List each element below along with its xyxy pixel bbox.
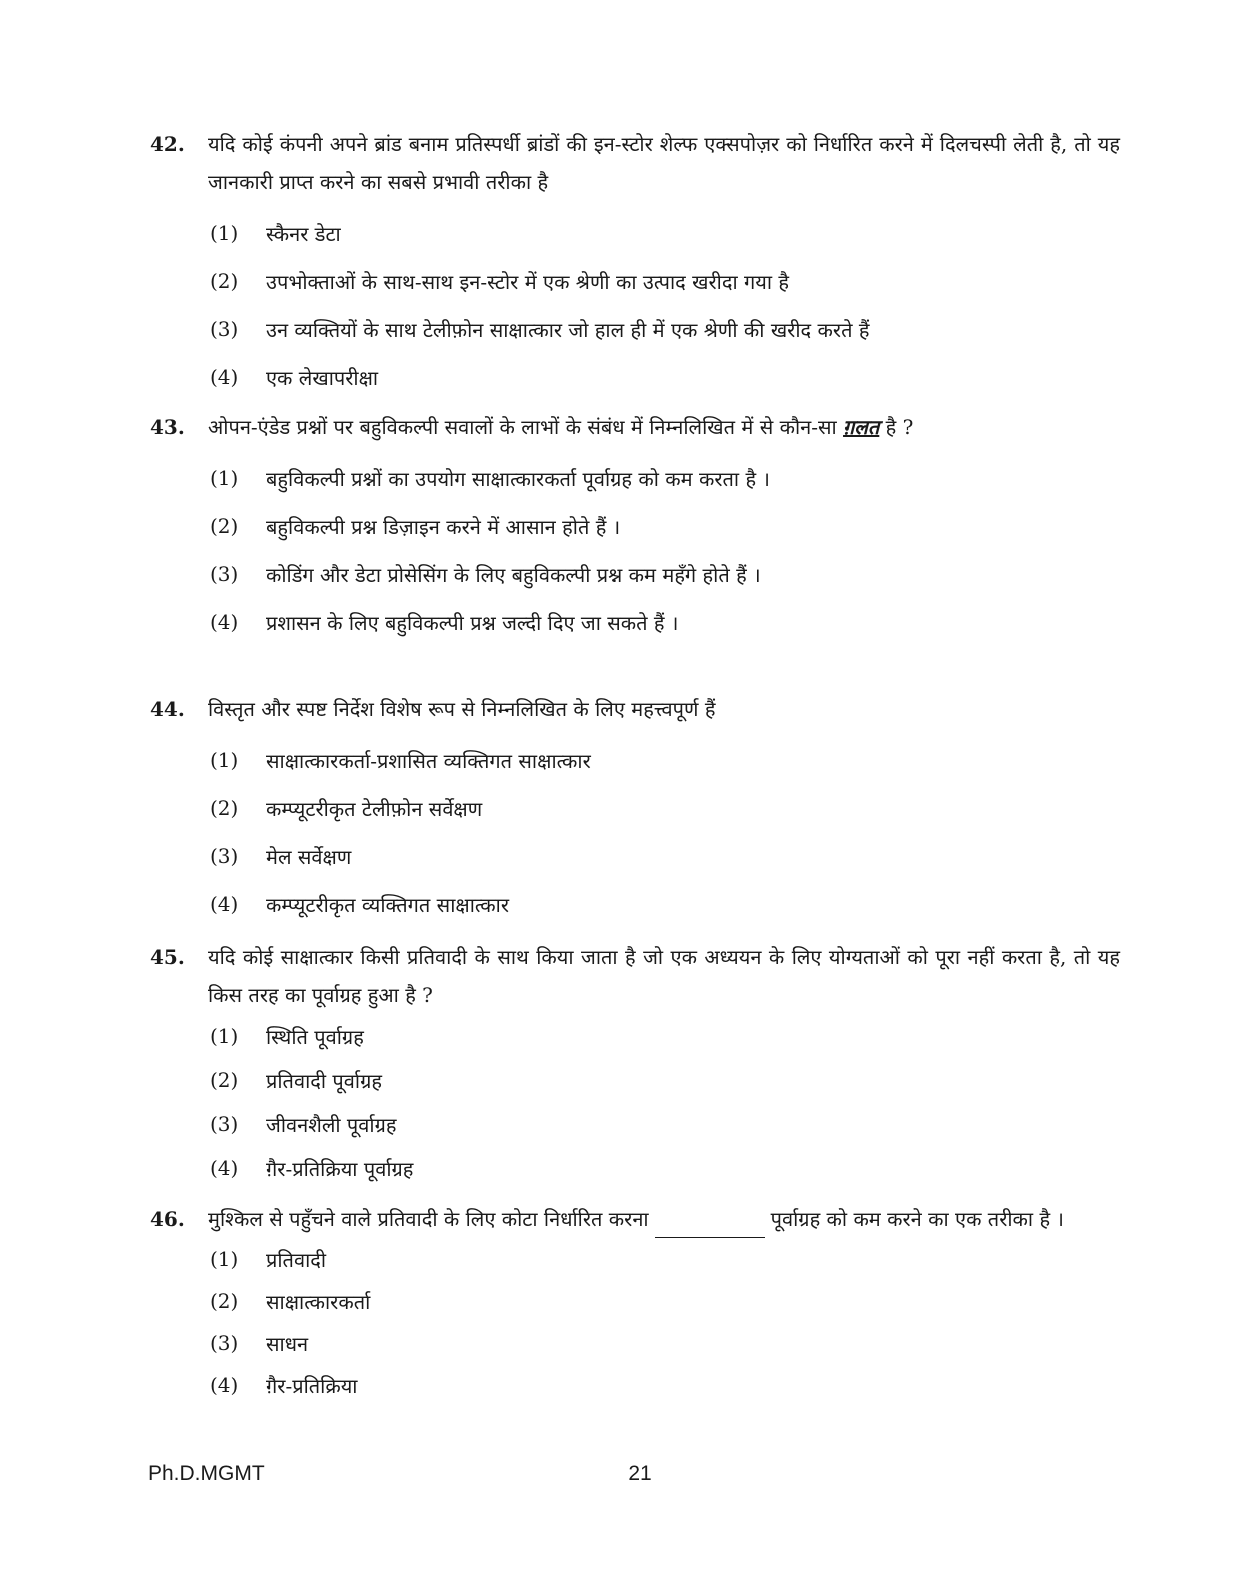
option-number: (1) bbox=[210, 221, 239, 245]
option-text: प्रतिवादी पूर्वाग्रह bbox=[266, 1068, 382, 1093]
option-list bbox=[150, 1238, 1120, 1406]
question-stem bbox=[150, 125, 1120, 201]
option[interactable] bbox=[150, 1238, 1120, 1280]
option-number: (2) bbox=[210, 1068, 239, 1092]
question-45 bbox=[150, 938, 1120, 1190]
option-number: (3) bbox=[210, 844, 239, 868]
question-42 bbox=[150, 125, 1120, 401]
answer-blank bbox=[655, 1215, 765, 1238]
option[interactable] bbox=[150, 1014, 1120, 1058]
question-stem bbox=[150, 1200, 1120, 1238]
option[interactable] bbox=[150, 598, 1120, 646]
question-number: 45. bbox=[150, 945, 185, 969]
option-number: (2) bbox=[210, 514, 239, 538]
option-number: (4) bbox=[210, 610, 239, 634]
question-text bbox=[208, 408, 1120, 446]
question-text: यदि कोई कंपनी अपने ब्रांड बनाम प्रतिस्पर्धी ब्रांडों की इन-स्टोर शेल्फ एक्सपोज़र को निर्धारित करने में दिलचस्पी लेती है, तो यह जानकारी प्राप्त करने का सबसे प्रभावी तरीका है bbox=[208, 132, 1120, 194]
question-text-part: पूर्वाग्रह को कम करने का एक तरीका है । bbox=[770, 1207, 1065, 1231]
option[interactable] bbox=[150, 1146, 1120, 1190]
option-list bbox=[150, 454, 1120, 646]
question-stem bbox=[150, 690, 1120, 728]
option[interactable] bbox=[150, 880, 1120, 928]
option-text: बहुविकल्पी प्रश्नों का उपयोग साक्षात्कारकर्ता पूर्वाग्रह को कम करता है । bbox=[266, 466, 771, 491]
page-number: 21 bbox=[628, 1462, 652, 1485]
option-number: (3) bbox=[210, 317, 239, 341]
option-text: स्कैनर डेटा bbox=[266, 221, 341, 246]
option-text: उन व्यक्तियों के साथ टेलीफ़ोन साक्षात्कार जो हाल ही में एक श्रेणी की खरीद करते हैं bbox=[266, 317, 870, 342]
option-text: साधन bbox=[266, 1331, 309, 1356]
question-stem bbox=[150, 408, 1120, 446]
question-stem bbox=[150, 938, 1120, 1014]
option-text: प्रशासन के लिए बहुविकल्पी प्रश्न जल्दी दिए जा सकते हैं । bbox=[266, 610, 679, 635]
option-number: (4) bbox=[210, 1373, 239, 1397]
option-text: जीवनशैली पूर्वाग्रह bbox=[266, 1112, 397, 1137]
option-text: मेल सर्वेक्षण bbox=[266, 844, 352, 869]
question-number: 44. bbox=[150, 697, 185, 721]
question-text: विस्तृत और स्पष्ट निर्देश विशेष रूप से निम्नलिखित के लिए महत्त्वपूर्ण हैं bbox=[208, 697, 716, 721]
option-list bbox=[150, 1014, 1120, 1190]
option[interactable] bbox=[150, 784, 1120, 832]
question-46 bbox=[150, 1200, 1120, 1406]
paper-code: Ph.D.MGMT bbox=[148, 1462, 265, 1485]
option[interactable] bbox=[150, 353, 1120, 401]
option-number: (3) bbox=[210, 1112, 239, 1136]
option-number: (4) bbox=[210, 1156, 239, 1180]
option[interactable] bbox=[150, 1322, 1120, 1364]
option[interactable] bbox=[150, 832, 1120, 880]
option-number: (2) bbox=[210, 269, 239, 293]
option-number: (2) bbox=[210, 796, 239, 820]
option[interactable] bbox=[150, 736, 1120, 784]
option-text: ग़ैर-प्रतिक्रिया पूर्वाग्रह bbox=[266, 1156, 414, 1181]
option-number: (3) bbox=[210, 1331, 239, 1355]
option-text: उपभोक्ताओं के साथ-साथ इन-स्टोर में एक श्रेणी का उत्पाद खरीदा गया है bbox=[266, 269, 790, 294]
option[interactable] bbox=[150, 305, 1120, 353]
question-text: यदि कोई साक्षात्कार किसी प्रतिवादी के साथ किया जाता है जो एक अध्ययन के लिए योग्यताओं को पूरा नहीं करता है, तो यह किस तरह का पूर्वाग्रह हुआ है ? bbox=[208, 945, 1120, 1007]
option[interactable] bbox=[150, 1280, 1120, 1322]
option-list bbox=[150, 736, 1120, 928]
question-number: 42. bbox=[150, 132, 185, 156]
option[interactable] bbox=[150, 1102, 1120, 1146]
emphasis-word: ग़लत bbox=[843, 415, 880, 439]
option-text: स्थिति पूर्वाग्रह bbox=[266, 1024, 364, 1049]
option[interactable] bbox=[150, 209, 1120, 257]
question-number: 46. bbox=[150, 1207, 185, 1231]
question-text-part: ओपन-एंडेड प्रश्नों पर बहुविकल्पी सवालों के लाभों के संबंध में निम्नलिखित में से कौन-सा bbox=[208, 415, 844, 439]
option[interactable] bbox=[150, 1364, 1120, 1406]
option-text: साक्षात्कारकर्ता-प्रशासित व्यक्तिगत साक्षात्कार bbox=[266, 748, 591, 773]
question-43 bbox=[150, 408, 1120, 646]
option-number: (4) bbox=[210, 892, 239, 916]
option[interactable] bbox=[150, 502, 1120, 550]
option-text: कोडिंग और डेटा प्रोसेसिंग के लिए बहुविकल्पी प्रश्न कम महँगे होते हैं । bbox=[266, 562, 761, 587]
option-number: (1) bbox=[210, 748, 239, 772]
option-text: बहुविकल्पी प्रश्न डिज़ाइन करने में आसान होते हैं । bbox=[266, 514, 621, 539]
option-number: (4) bbox=[210, 365, 239, 389]
question-text-part: मुश्किल से पहुँचने वाले प्रतिवादी के लिए कोटा निर्धारित करना bbox=[208, 1207, 649, 1231]
option[interactable] bbox=[150, 550, 1120, 598]
option-number: (1) bbox=[210, 466, 239, 490]
option[interactable] bbox=[150, 1058, 1120, 1102]
option-text: कम्प्यूटरीकृत टेलीफ़ोन सर्वेक्षण bbox=[266, 796, 483, 821]
question-text bbox=[208, 1200, 1120, 1238]
option-list bbox=[150, 209, 1120, 401]
option-number: (3) bbox=[210, 562, 239, 586]
option-number: (1) bbox=[210, 1024, 239, 1048]
option[interactable] bbox=[150, 454, 1120, 502]
option-text: प्रतिवादी bbox=[266, 1247, 327, 1272]
question-text-part: है ? bbox=[879, 415, 914, 439]
question-number: 43. bbox=[150, 415, 185, 439]
option-number: (2) bbox=[210, 1289, 239, 1313]
option-text: ग़ैर-प्रतिक्रिया bbox=[266, 1373, 358, 1398]
option-text: कम्प्यूटरीकृत व्यक्तिगत साक्षात्कार bbox=[266, 892, 510, 917]
option[interactable] bbox=[150, 257, 1120, 305]
option-text: एक लेखापरीक्षा bbox=[266, 365, 379, 390]
question-44 bbox=[150, 690, 1120, 928]
option-text: साक्षात्कारकर्ता bbox=[266, 1289, 371, 1314]
option-number: (1) bbox=[210, 1247, 239, 1271]
